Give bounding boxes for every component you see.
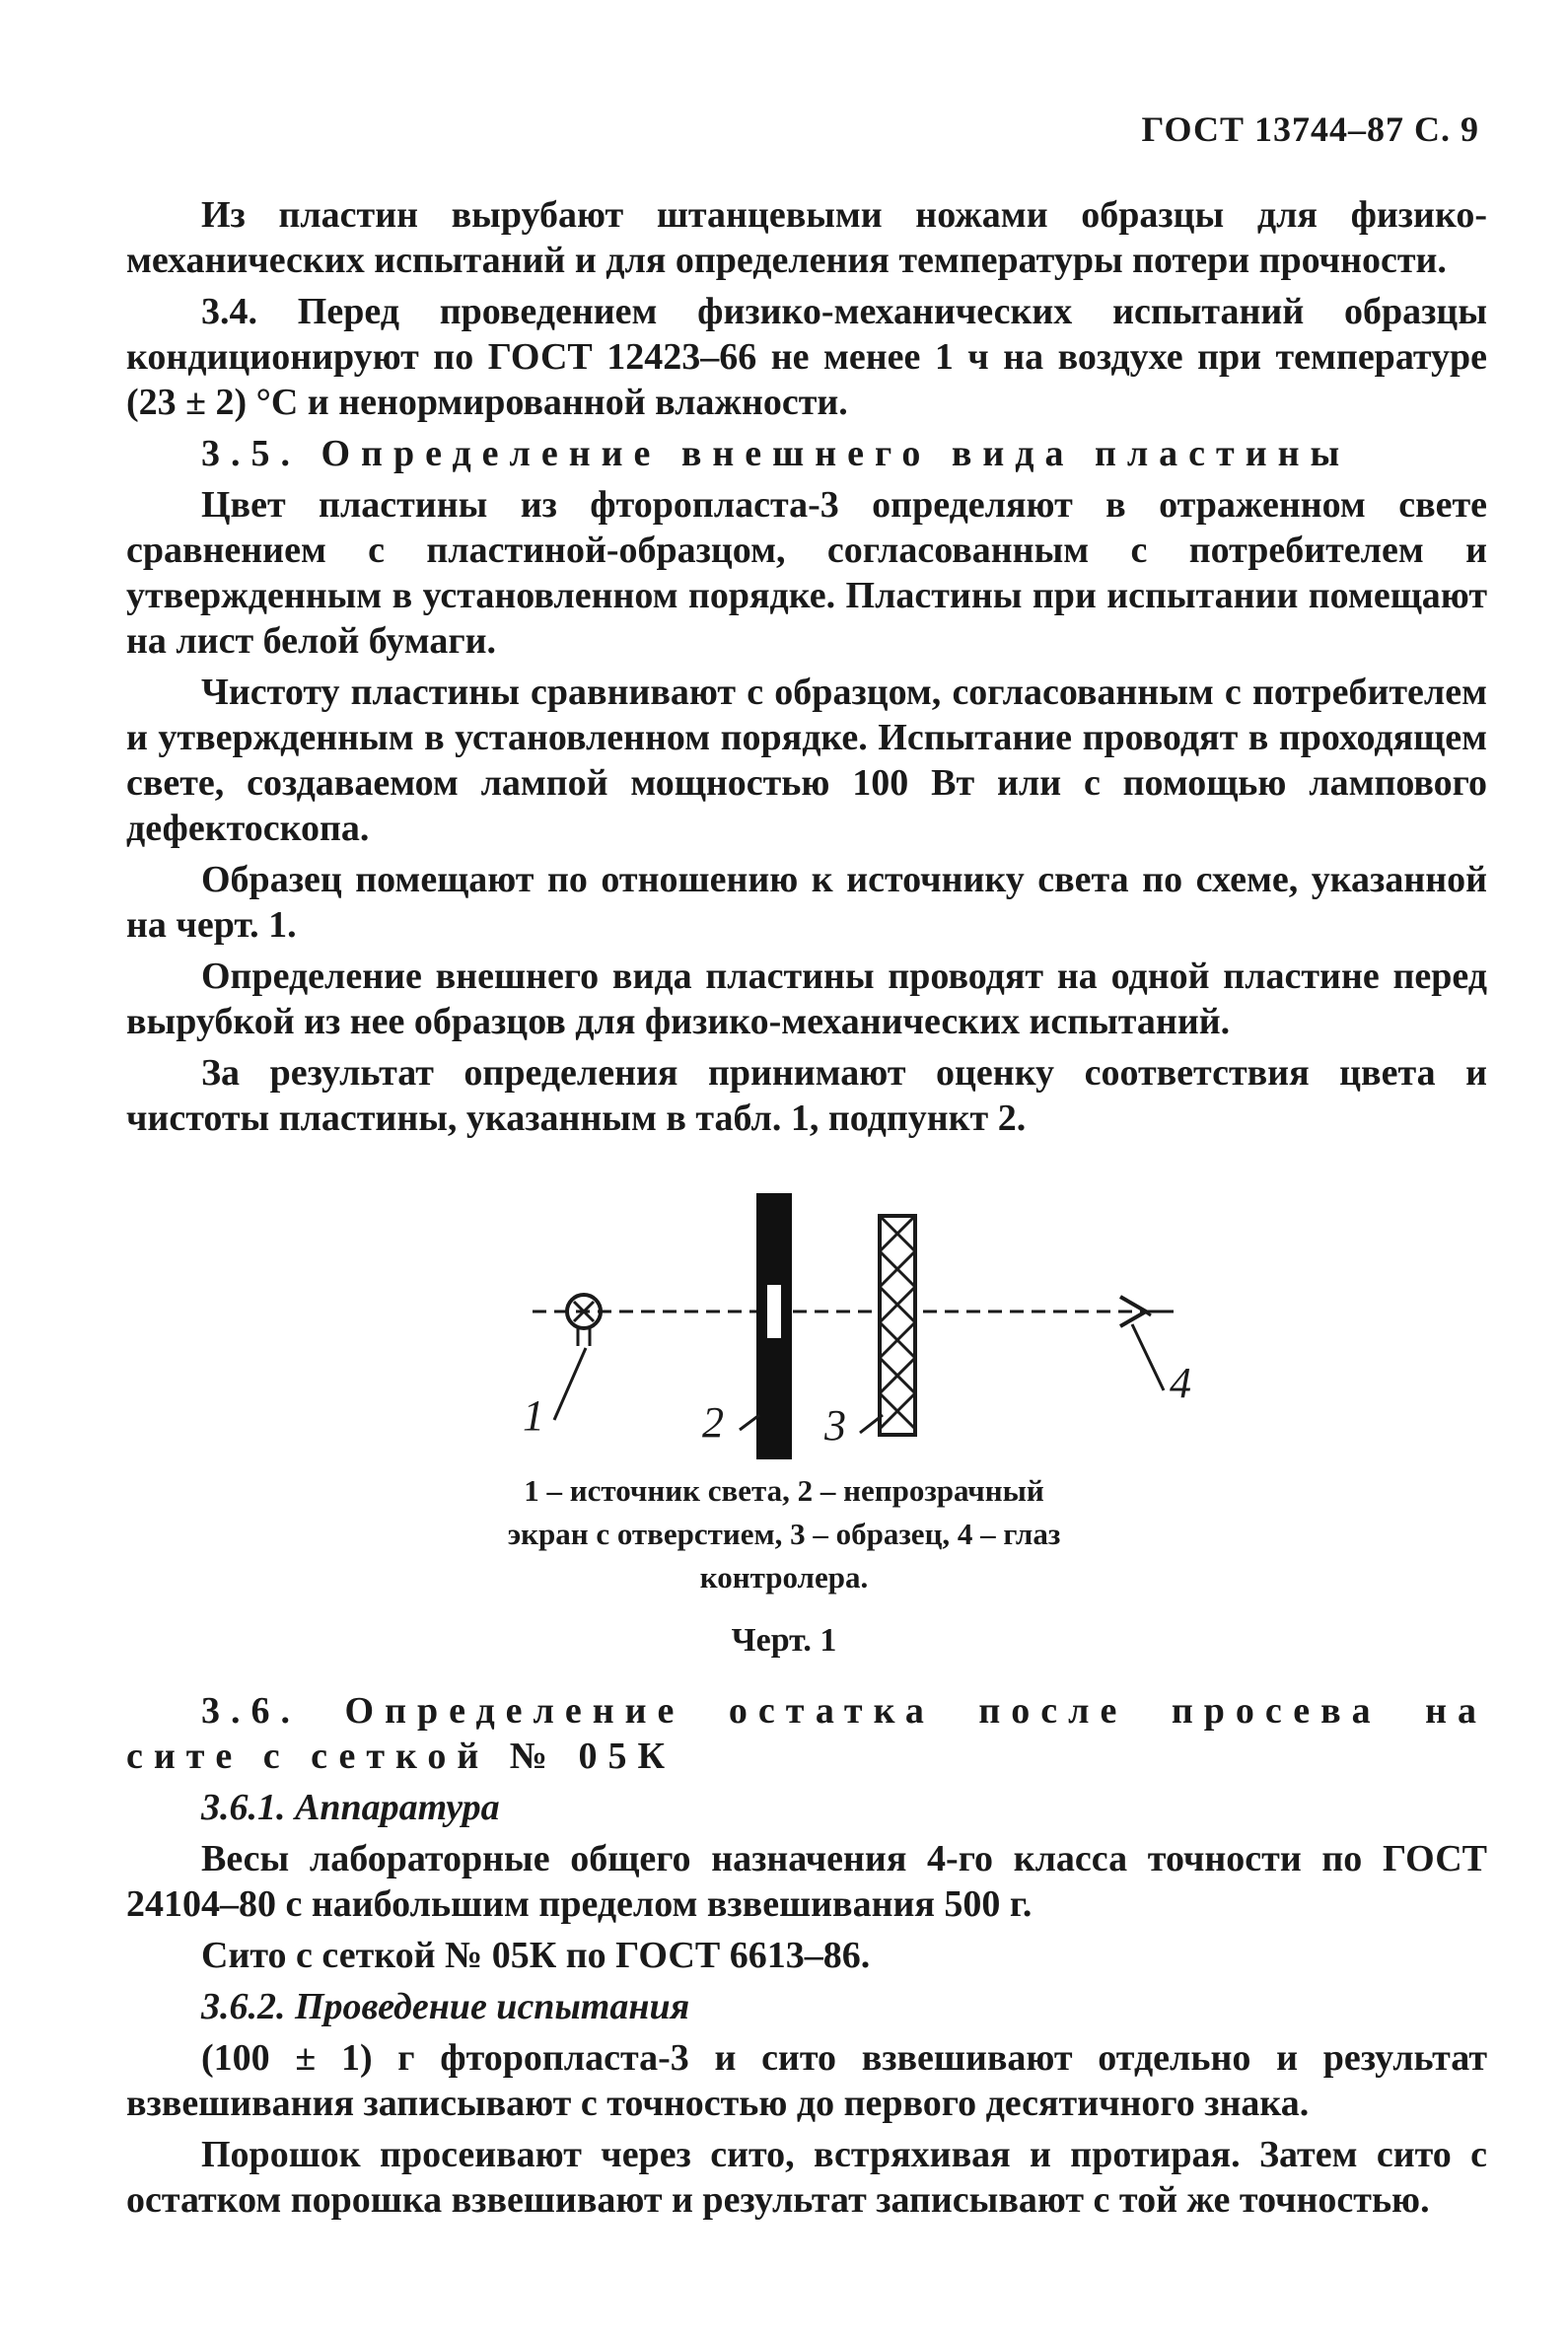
figure-title: Черт. 1 <box>731 1622 837 1659</box>
paragraph: Весы лабораторные общего назначения 4-го класса точности по ГОСТ 24104–80 с наибольшим пределом взвешивания 500 г. <box>126 1838 1487 1925</box>
paragraph-3-4: 3.4. Перед проведением физико-механических испытаний образцы кондиционируют по ГОСТ 12423–66 не менее 1 ч на воздухе при температуре (23 ± 2) °C и ненормированной влажности. <box>126 291 1487 423</box>
paragraph: За результат определения принимают оценку соответствия цвета и чистоты пластины, указанным в табл. 1, подпункт 2. <box>126 1052 1487 1139</box>
figure-optical-scheme <box>493 1178 1243 1474</box>
text-section-top <box>126 192 1487 1147</box>
opaque-screen-icon <box>756 1193 792 1459</box>
paragraph: Чистоту пластины сравнивают с образцом, согласованным с потребителем и утвержденным в установленном порядке. Испытание проводят в проходящем свете, создаваемом лампой мощностью 100 Вт или с помощью лампового дефектоскопа. <box>126 672 1487 849</box>
light-source-icon <box>567 1295 601 1346</box>
paragraph: Порошок просеивают через сито, встряхивая и протирая. Затем сито с остатком порошка взвешивают и результат записывают с той же точностью. <box>126 2134 1487 2221</box>
paragraph: Сито с сеткой № 05К по ГОСТ 6613–86. <box>201 1935 871 1976</box>
text-section-bottom <box>126 1688 1487 2229</box>
paragraph: Из пластин вырубают штанцевыми ножами образцы для физико-механических испытаний и для определения температуры потери прочности. <box>126 194 1487 281</box>
figure-label-2: 2 <box>702 1398 724 1447</box>
caption-line: контролера. <box>699 1560 869 1595</box>
figure-label-4: 4 <box>1170 1359 1191 1407</box>
paragraph: Определение внешнего вида пластины проводят на одной пластине перед вырубкой из нее образцов для физико-механических испытаний. <box>126 956 1487 1042</box>
page-header: ГОСТ 13744–87 С. 9 <box>1141 109 1479 149</box>
leader-line-4 <box>1132 1324 1164 1390</box>
caption-line: 1 – источник света, 2 – непрозрачный <box>524 1473 1044 1508</box>
caption-line: экран с отверстием, 3 – образец, 4 – глаз <box>507 1517 1061 1551</box>
heading-3-6-1: 3.6.1. Аппаратура <box>201 1787 500 1828</box>
figure-label-3: 3 <box>824 1401 846 1450</box>
paragraph: (100 ± 1) г фторопласта-3 и сито взвешивают отдельно и результат взвешивания записывают с точностью до первого десятичного знака. <box>126 2037 1487 2124</box>
heading-3-6-2: 3.6.2. Проведение испытания <box>201 1986 690 2027</box>
paragraph: Цвет пластины из фторопласта-3 определяют в отраженном свете сравнением с пластиной-образцом, согласованным с потребителем и утвержденным в установленном порядке. Пластины при испытании помещают на лист белой бумаги. <box>126 484 1487 662</box>
figure-caption <box>325 1469 1243 1599</box>
figure-label-1: 1 <box>523 1391 544 1440</box>
leader-line-1 <box>554 1348 586 1420</box>
heading-3-5: 3.5. Определение внешнего вида пластины <box>201 433 1351 474</box>
sample-plate-icon <box>880 1216 915 1435</box>
paragraph: Образец помещают по отношению к источнику света по схеме, указанной на черт. 1. <box>126 859 1487 946</box>
heading-3-6: 3.6. Определение остатка после просева на сите с сеткой № 05К <box>126 1690 1487 1777</box>
